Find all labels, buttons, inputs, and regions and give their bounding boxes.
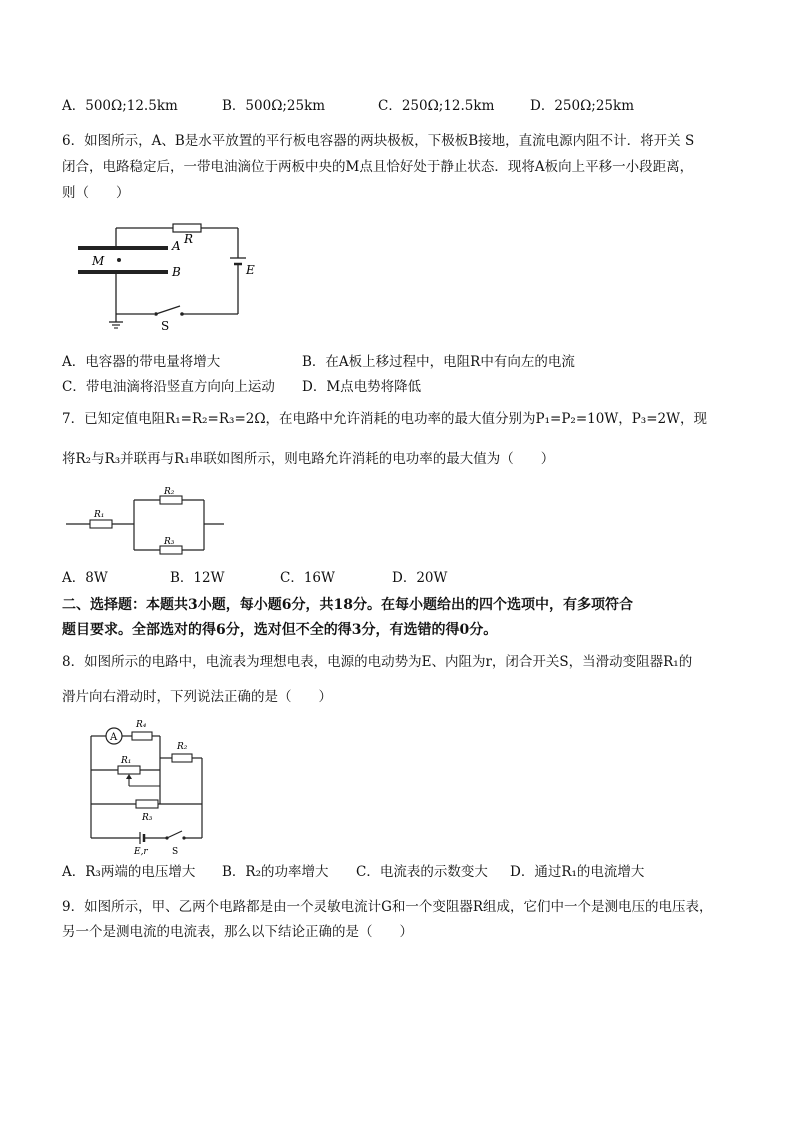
- q8-fig-label-s: S: [172, 847, 179, 857]
- q6-fig-label-a: A: [172, 239, 181, 253]
- q7-stem-line2: 将R₂与R₃并联再与R₁串联如图所示，则电路允许消耗的电功率的最大值为（ ）: [62, 451, 555, 467]
- q6-stem-line2: 闭合，电路稳定后，一带电油滴位于两板中央的M点且恰好处于静止状态．现将A板向上平移一小段距离，: [62, 159, 694, 175]
- q8-fig-label-er: E,r: [134, 847, 148, 857]
- q6-option-d: D．M点电势将降低: [302, 379, 422, 395]
- section2-heading-line2: 题目要求。全部选对的得6分，选对但不全的得3分，有选错的得0分。: [62, 622, 498, 638]
- q6-stem-line1: 6．如图所示，A、B是水平放置的平行板电容器的两块极板，下极板B接地，直流电源内阻不计．将开关 S: [62, 133, 695, 149]
- q8-option-c: C．电流表的示数变大: [356, 864, 488, 880]
- q7-resistor-network-diagram: [62, 484, 232, 564]
- q5-option-c: C．250Ω;12.5km: [378, 98, 495, 114]
- q8-option-a: A．R₃两端的电压增大: [62, 864, 196, 880]
- q6-option-c: C．带电油滴将沿竖直方向向上运动: [62, 379, 275, 395]
- q7-fig-label-r1: R₁: [94, 510, 105, 520]
- q8-option-d: D．通过R₁的电流增大: [510, 864, 645, 880]
- q6-capacitor-circuit-diagram: [68, 218, 268, 338]
- q6-fig-label-s: S: [161, 319, 170, 333]
- section2-heading-line1: 二、选择题：本题共3小题，每小题6分，共18分。在每小题给出的四个选项中，有多项符合: [62, 597, 633, 613]
- q8-stem-line1: 8．如图所示的电路中，电流表为理想电表，电源的电动势为E、内阻为r，闭合开关S，当滑动变阻器R₁的: [62, 654, 693, 670]
- q6-option-b: B．在A板上移过程中，电阻R中有向左的电流: [302, 354, 575, 370]
- q8-option-b: B．R₂的功率增大: [222, 864, 329, 880]
- q6-option-a: A．电容器的带电量将增大: [62, 354, 221, 370]
- q8-circuit-diagram: [80, 716, 220, 856]
- q8-fig-label-r2: R₂: [177, 742, 188, 752]
- q9-stem-line1: 9．如图所示，甲、乙两个电路都是由一个灵敏电流计G和一个变阻器R组成，它们中一个是测电压的电压表，: [62, 899, 713, 915]
- q7-option-d: D．20W: [392, 570, 448, 586]
- q8-ammeter-icon: A: [110, 732, 118, 743]
- q8-stem-line2: 滑片向右滑动时，下列说法正确的是（ ）: [62, 689, 332, 705]
- q7-fig-label-r2: R₂: [164, 487, 175, 497]
- q6-fig-label-m: M: [92, 254, 105, 268]
- q8-fig-label-r1: R₁: [121, 756, 132, 766]
- q5-option-b: B．500Ω;25km: [222, 98, 326, 114]
- q7-fig-label-r3: R₃: [164, 537, 175, 547]
- q7-option-b: B．12W: [170, 570, 225, 586]
- q6-fig-label-r: R: [184, 232, 194, 246]
- q8-fig-label-r4: R₄: [136, 720, 147, 730]
- q7-option-c: C．16W: [280, 570, 335, 586]
- q7-option-a: A．8W: [62, 570, 108, 586]
- q8-fig-label-r3: R₃: [142, 813, 153, 823]
- q6-fig-label-b: B: [172, 265, 181, 279]
- q6-stem-line3: 则（ ）: [62, 185, 130, 201]
- q5-option-d: D．250Ω;25km: [530, 98, 634, 114]
- q5-option-a: A．500Ω;12.5km: [62, 98, 178, 114]
- q7-stem-line1: 7．已知定值电阻R₁=R₂=R₃=2Ω，在电路中允许消耗的电功率的最大值分别为P₁=P₂=10W，P₃=2W，现: [62, 411, 707, 427]
- q9-stem-line2: 另一个是测电流的电流表，那么以下结论正确的是（ ）: [62, 924, 413, 940]
- q6-fig-label-e: E: [246, 263, 255, 277]
